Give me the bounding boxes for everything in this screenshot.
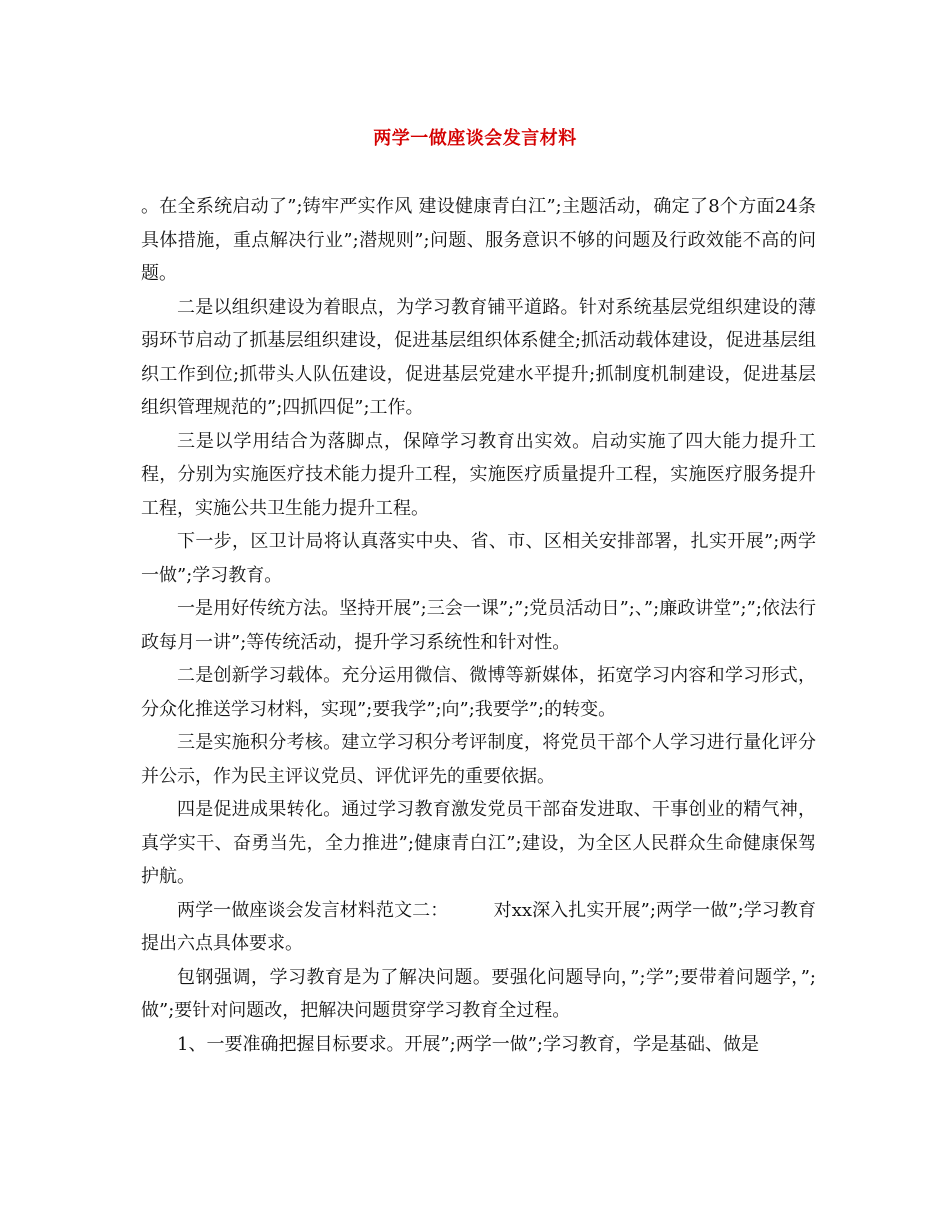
paragraph: 包钢强调，学习教育是为了解决问题。要强化问题导向，”;学”;要带着问题学，”;做”;要针对问题改，把解决问题贯穿学习教育全过程。 [141, 966, 816, 1021]
document-body [141, 190, 816, 1061]
paragraph: 。在全系统启动了”;铸牢严实作风 建设健康青白江”;主题活动，确定了8个方面24条具体措施，重点解决行业”;潜规则”;问题、服务意识不够的问题及行政效能不高的问题。 [141, 196, 816, 284]
paragraph: 一是用好传统方法。坚持开展”;三会一课”;”;党员活动日”;、”;廉政讲堂”;”;依法行政每月一讲”;等传统活动，提升学习系统性和针对性。 [141, 598, 816, 653]
paragraph: 下一步，区卫计局将认真落实中央、省、市、区相关安排部署，扎实开展”;两学一做”;学习教育。 [141, 531, 816, 586]
document-title: 两学一做座谈会发言材料 [373, 128, 577, 149]
paragraph: 1、一要准确把握目标要求。开展”;两学一做”;学习教育，学是基础、做是 [177, 1033, 759, 1055]
paragraph: 三是实施积分考核。建立学习积分考评制度，将党员干部个人学习进行量化评分并公示，作为民主评议党员、评优评先的重要依据。 [141, 732, 816, 787]
paragraph: 二是创新学习载体。充分运用微信、微博等新媒体，拓宽学习内容和学习形式，分众化推送学习材料，实现”;要我学”;向”;我要学”;的转变。 [141, 665, 816, 720]
paragraph: 二是以组织建设为着眼点，为学习教育铺平道路。针对系统基层党组织建设的薄弱环节启动了抓基层组织建设，促进基层组织体系健全;抓活动载体建设，促进基层组织工作到位;抓带头人队伍建设，促进基层党建水平提升;抓制度机制建设，促进基层组织管理规范的”;四抓四促”;工作。 [141, 296, 816, 418]
paragraph: 四是促进成果转化。通过学习教育激发党员干部奋发进取、干事创业的精气神，真学实干、奋勇当先，全力推进”;健康青白江”;建设，为全区人民群众生命健康保驾护航。 [141, 799, 816, 887]
paragraph: 三是以学用结合为落脚点，保障学习教育出实效。启动实施了四大能力提升工程，分别为实施医疗技术能力提升工程，实施医疗质量提升工程，实施医疗服务提升工程，实施公共卫生能力提升工程。 [141, 430, 816, 519]
paragraph: 两学一做座谈会发言材料范文二： 对xx深入扎实开展”;两学一做”;学习教育提出六点具体要求。 [141, 899, 816, 954]
